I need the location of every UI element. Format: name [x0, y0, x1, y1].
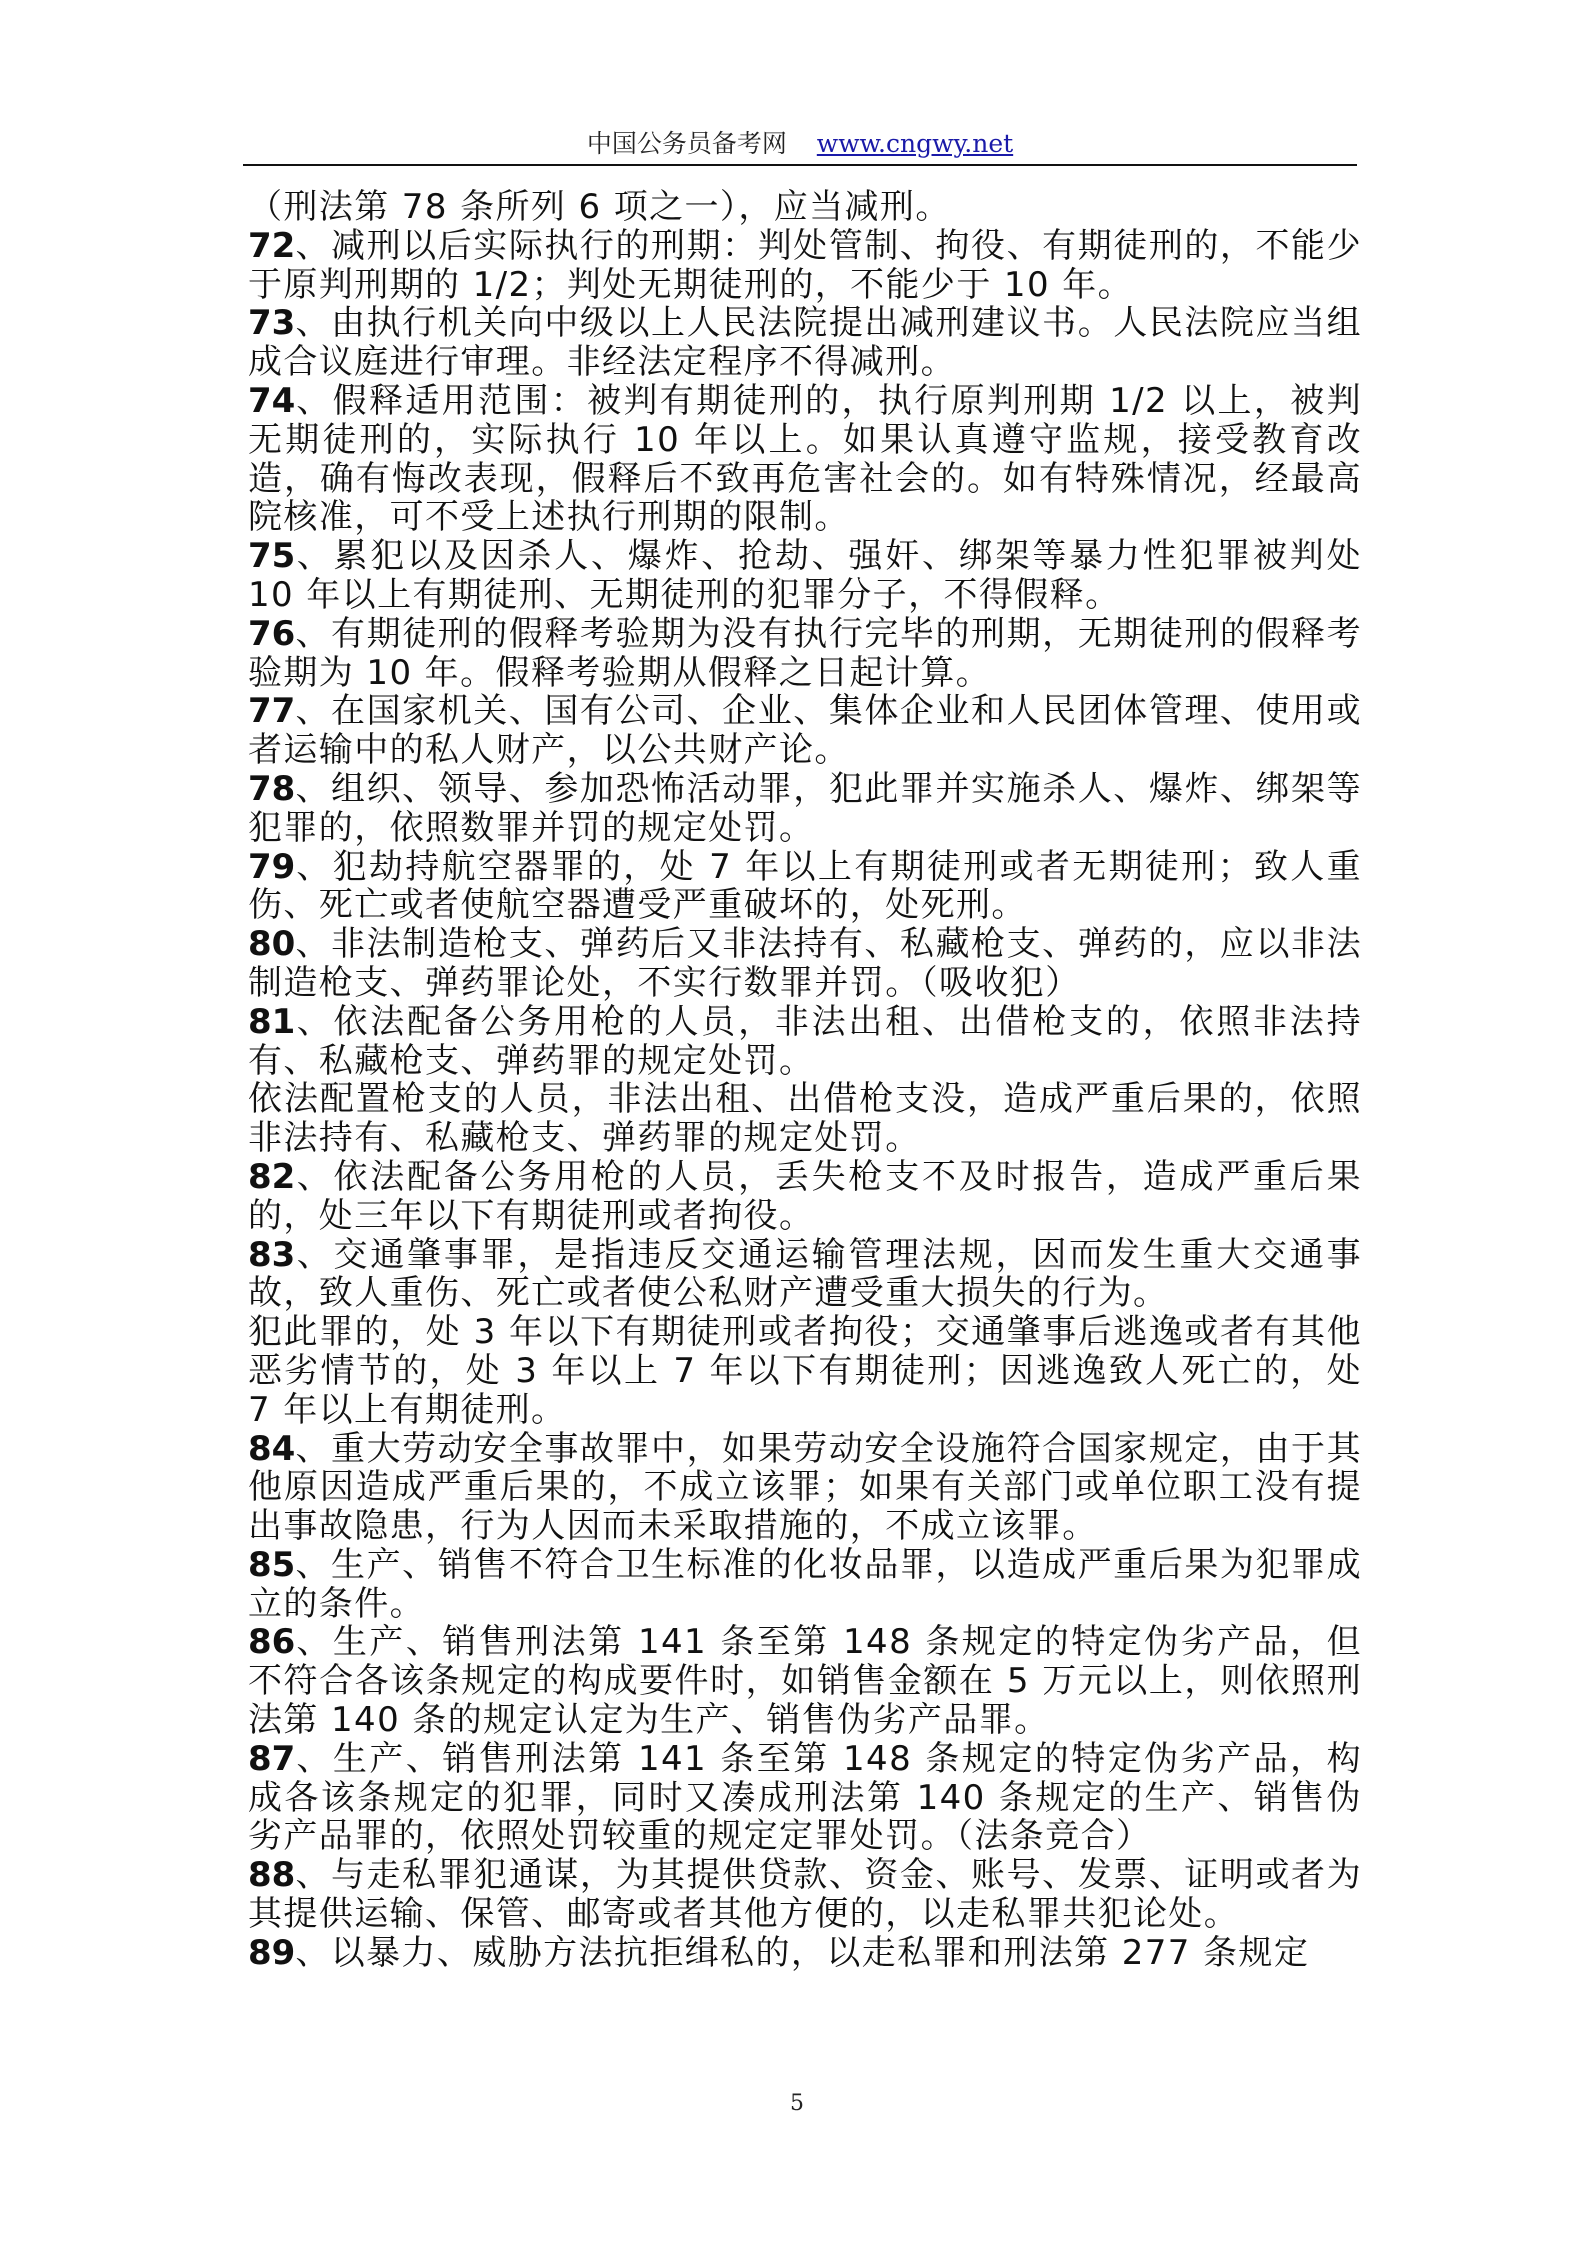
item-text: 、由执行机关向中级以上人民法院提出减刑建议书。人民法院应当组成合议庭进行审理。非经法定程序不得减刑。: [248, 303, 1362, 383]
item-text: 依法配置枪支的人员，非法出租、出借枪支没，造成严重后果的，依照非法持有、私藏枪支、弹药罪的规定处罚。: [248, 1079, 1362, 1159]
page-number: 5: [790, 2091, 804, 2116]
item-text: 、重大劳动安全事故罪中，如果劳动安全设施符合国家规定，由于其他原因造成严重后果的，不成立该罪；如果有关部门或单位职工没有提出事故隐患，行为人因而未采取措施的，不成立该罪。: [248, 1428, 1362, 1547]
item-number: 80: [248, 924, 296, 965]
item-number: 76: [248, 613, 296, 654]
item-text: 、累犯以及因杀人、爆炸、抢劫、强奸、绑架等暴力性犯罪被判处 10 年以上有期徒刑、无期徒刑的犯罪分子，不得假释。: [248, 536, 1362, 615]
item-text: 、与走私罪犯通谋，为其提供贷款、资金、账号、发票、证明或者为其提供运输、保管、邮寄或者其他方便的，以走私罪共犯论处。: [248, 1855, 1362, 1935]
item-number: 77: [248, 691, 296, 732]
item-number: 74: [248, 380, 296, 421]
list-item: [248, 1856, 1362, 1934]
list-item: [248, 925, 1362, 1003]
list-item: [248, 537, 1362, 615]
item-text: 、依法配备公务用枪的人员，非法出租、出借枪支的，依照非法持有、私藏枪支、弹药罪的规定处罚。: [248, 1001, 1362, 1081]
item-number: 85: [248, 1544, 296, 1585]
item-number: 73: [248, 303, 296, 344]
list-item: [248, 1236, 1362, 1314]
item-number: 81: [248, 1001, 296, 1042]
item-text: 、组织、领导、参加恐怖活动罪，犯此罪并实施杀人、爆炸、绑架等犯罪的，依照数罪并罚的规定处罚。: [248, 768, 1362, 848]
list-item: [248, 1934, 1362, 1973]
list-item: [248, 770, 1362, 848]
item-text: 、犯劫持航空器罪的，处 7 年以上有期徒刑或者无期徒刑；致人重伤、死亡或者使航空器遭受严重破坏的，处死刑。: [248, 846, 1362, 926]
list-item: [248, 188, 1362, 227]
list-item: [248, 615, 1362, 693]
item-text: 、依法配备公务用枪的人员，丢失枪支不及时报告，造成严重后果的，处三年以下有期徒刑或者拘役。: [248, 1156, 1362, 1236]
list-item: [248, 304, 1362, 382]
item-number: 75: [248, 536, 296, 577]
item-text: 、有期徒刑的假释考验期为没有执行完毕的刑期，无期徒刑的假释考验期为 10 年。假释考验期从假释之日起计算。: [248, 613, 1362, 693]
item-text: 、非法制造枪支、弹药后又非法持有、私藏枪支、弹药的，应以非法制造枪支、弹药罪论处，不实行数罪并罚。（吸收犯）: [248, 924, 1362, 1003]
document-body: [248, 188, 1362, 1973]
item-text: 、生产、销售刑法第 141 条至第 148 条规定的特定伪劣产品，但不符合各该条规定的构成要件时，如销售金额在 5 万元以上，则依照刑法第 140 条的规定认定为生产、销售伪劣产品罪。: [248, 1622, 1362, 1741]
list-item: [248, 692, 1362, 770]
list-item: [248, 1430, 1362, 1546]
list-item: [248, 382, 1362, 537]
list-item: [248, 1313, 1362, 1429]
list-item: [248, 1080, 1362, 1158]
header-divider: [243, 164, 1357, 166]
list-item: [248, 848, 1362, 926]
item-number: 89: [248, 1932, 296, 1973]
item-number: 78: [248, 768, 296, 809]
item-number: 84: [248, 1428, 296, 1469]
list-item: [248, 1623, 1362, 1739]
item-text: 、以暴力、威胁方法抗拒缉私的，以走私罪和刑法第 277 条规定: [295, 1932, 1310, 1973]
list-item: [248, 1158, 1362, 1236]
item-text: 、假释适用范围：被判有期徒刑的，执行原判刑期 1/2 以上，被判无期徒刑的，实际执行 10 年以上。如果认真遵守监规，接受教育改造，确有悔改表现，假释后不致再危害社会的。如有特殊情况，经最高院核准，可不受上述执行刑期的限制。: [248, 380, 1362, 538]
page-header: [243, 124, 1357, 164]
item-number: 87: [248, 1738, 296, 1779]
item-text: 犯此罪的，处 3 年以下有期徒刑或者拘役；交通肇事后逃逸或者有其他恶劣情节的，处 3 年以上 7 年以下有期徒刑；因逃逸致人死亡的，处 7 年以上有期徒刑。: [248, 1312, 1362, 1430]
item-text: 、交通肇事罪，是指违反交通运输管理法规，因而发生重大交通事故，致人重伤、死亡或者使公私财产遭受重大损失的行为。: [248, 1234, 1362, 1314]
item-text: 、减刑以后实际执行的刑期：判处管制、拘役、有期徒刑的，不能少于原判刑期的 1/2；判处无期徒刑的，不能少于 10 年。: [248, 225, 1362, 305]
item-number: 88: [248, 1855, 296, 1896]
item-number: 82: [248, 1156, 296, 1197]
item-text: 、在国家机关、国有公司、企业、集体企业和人民团体管理、使用或者运输中的私人财产，以公共财产论。: [248, 691, 1362, 771]
site-url-link[interactable]: www.cngwy.net: [816, 129, 1014, 158]
list-item: [248, 1740, 1362, 1856]
list-item: [248, 1003, 1362, 1081]
item-text: 、生产、销售不符合卫生标准的化妆品罪，以造成严重后果为犯罪成立的条件。: [248, 1544, 1362, 1624]
list-item: [248, 227, 1362, 305]
list-item: [248, 1546, 1362, 1624]
item-text: 、生产、销售刑法第 141 条至第 148 条规定的特定伪劣产品，构成各该条规定的犯罪，同时又凑成刑法第 140 条规定的生产、销售伪劣产品罪的，依照处罚较重的规定定罪处罚。（法条竞合）: [248, 1738, 1362, 1857]
item-number: 72: [248, 225, 296, 266]
site-name: 中国公务员备考网: [586, 129, 787, 158]
item-number: 79: [248, 846, 296, 887]
item-text: （刑法第 78 条所列 6 项之一），应当减刑。: [248, 187, 951, 227]
item-number: 86: [248, 1622, 296, 1663]
item-number: 83: [248, 1234, 296, 1275]
